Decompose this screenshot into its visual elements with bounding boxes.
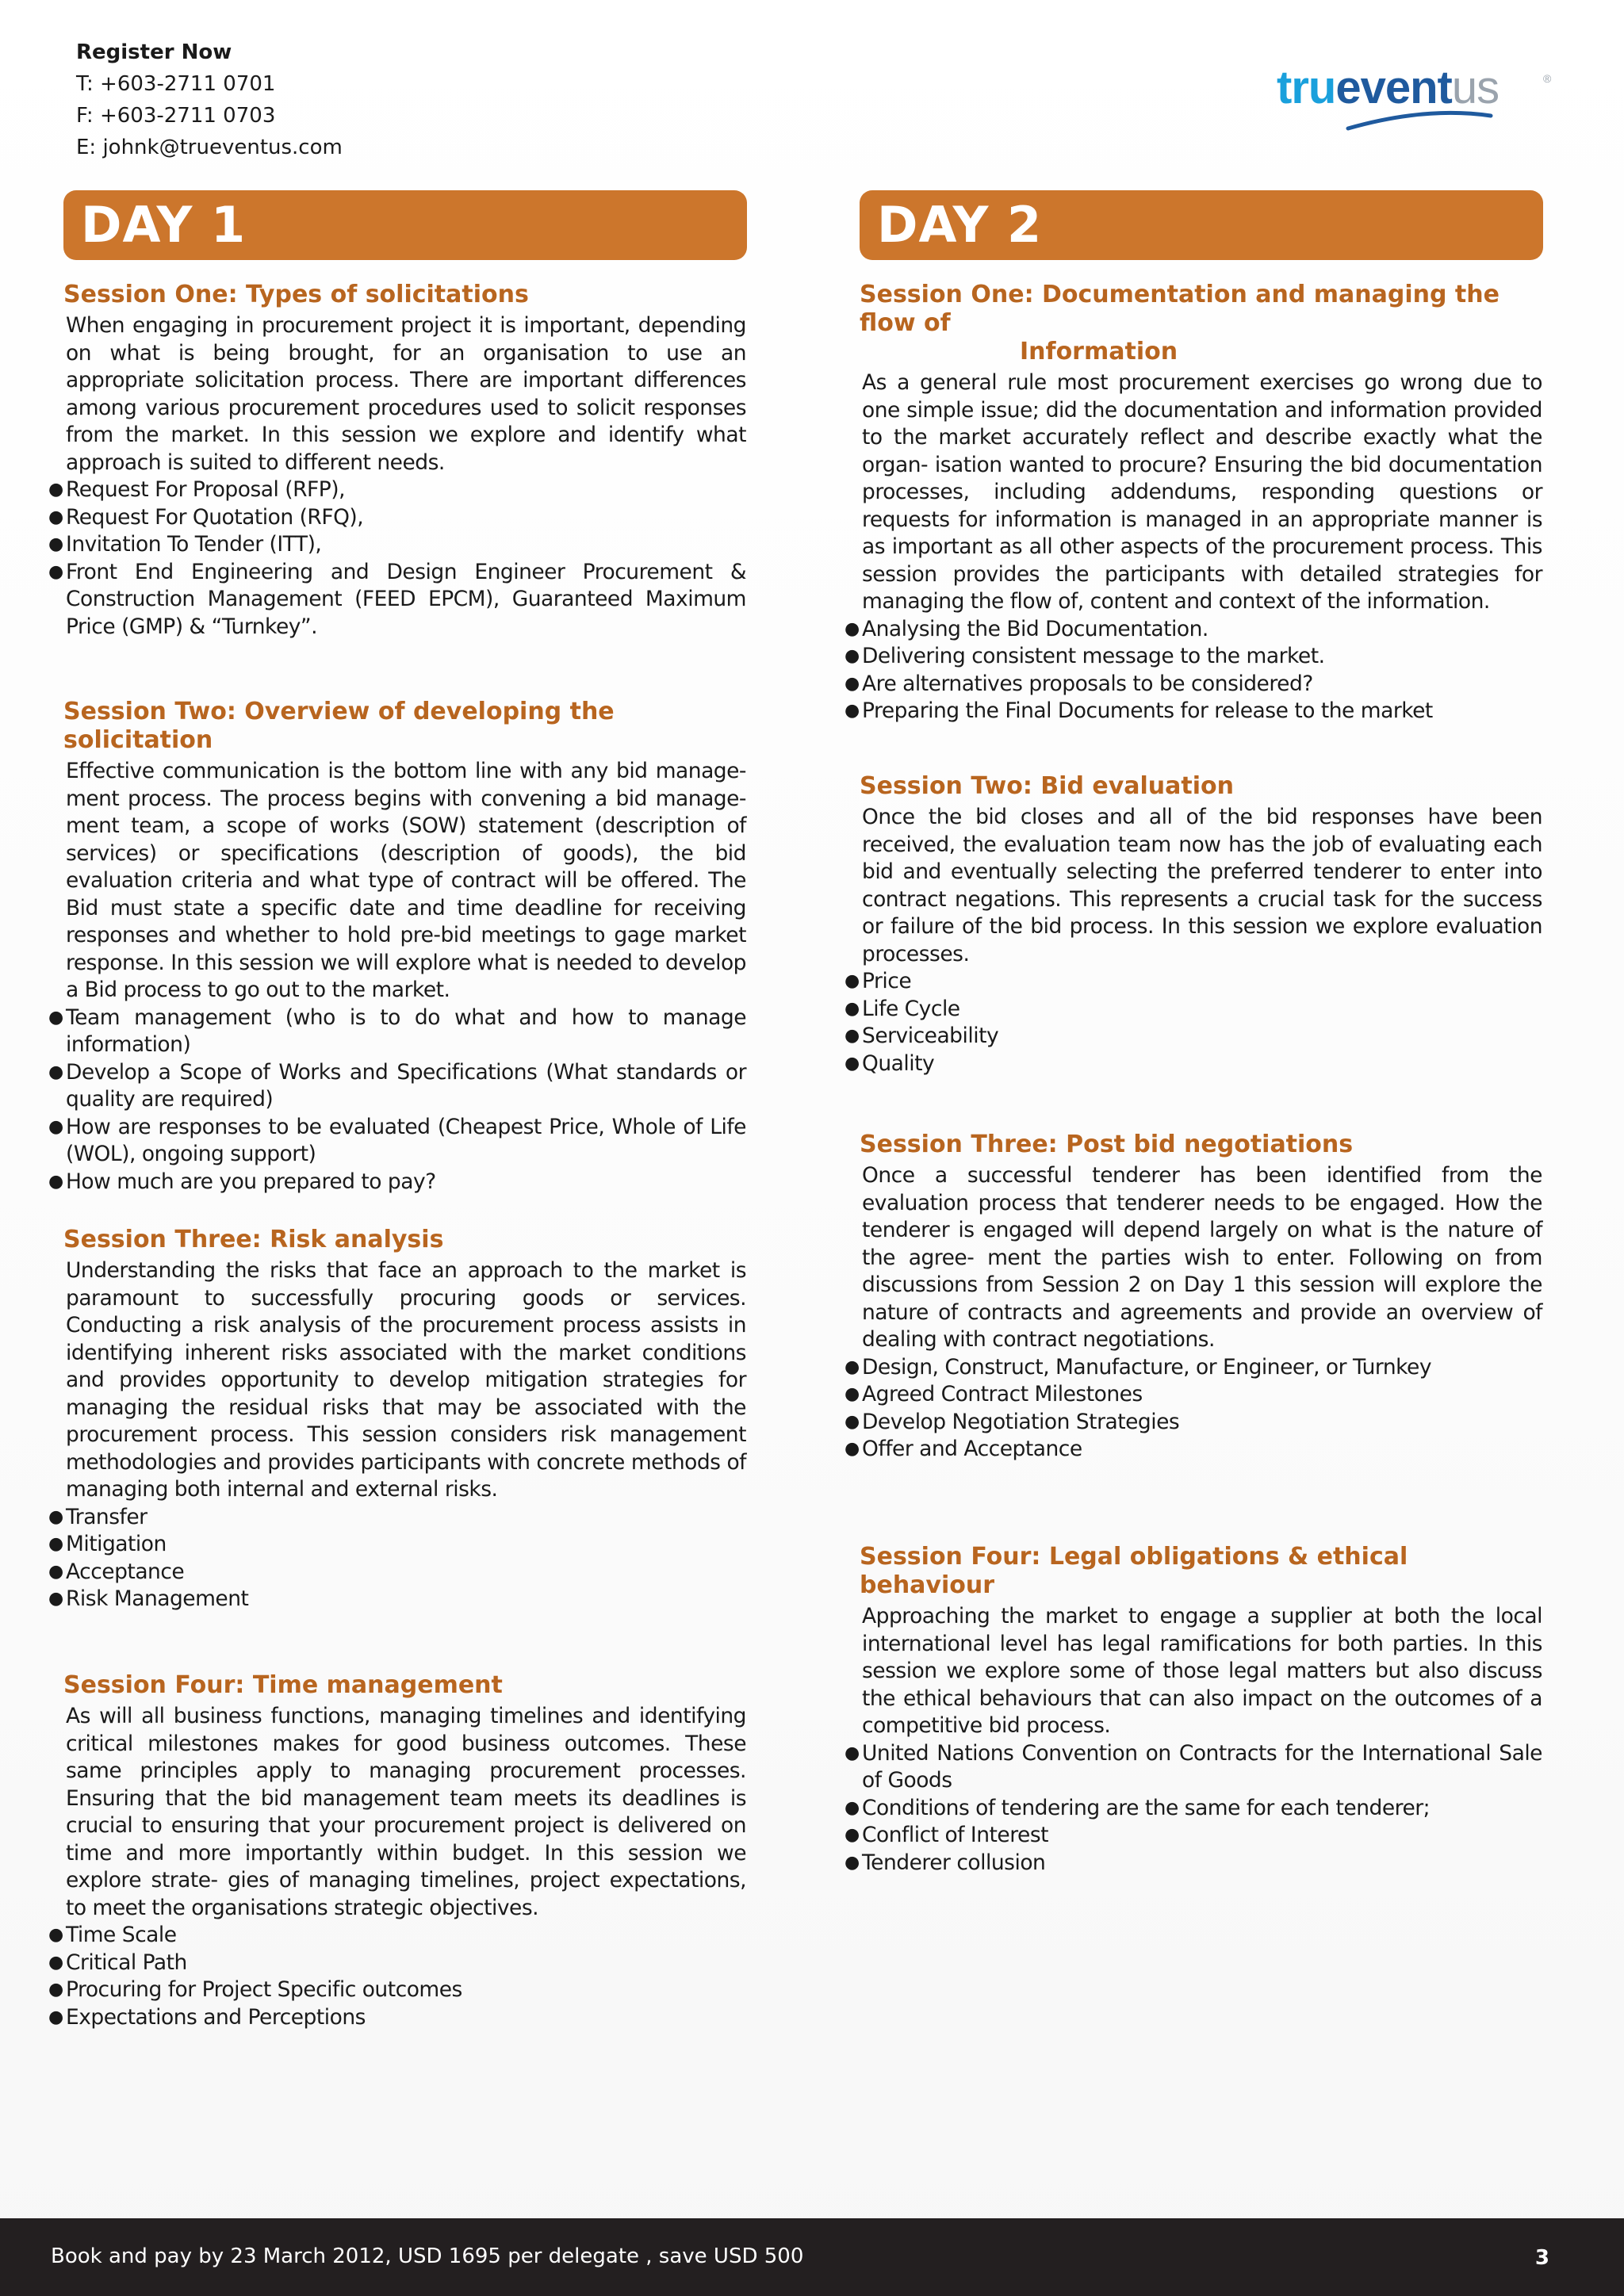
topic-list bbox=[48, 476, 747, 641]
description-line: Once the bid closes and all of the bid responses have been received, bbox=[862, 805, 1542, 857]
topic-text: Expectations and Perceptions bbox=[66, 2004, 366, 2030]
bullet-icon: ● bbox=[48, 1589, 63, 1609]
bullet-icon: ● bbox=[845, 1439, 860, 1459]
session-2 bbox=[845, 772, 1543, 1077]
contact-block bbox=[76, 36, 343, 163]
topic-text: Critical Path bbox=[66, 1950, 187, 1975]
bullet-icon: ● bbox=[845, 1797, 860, 1818]
bullet-icon: ● bbox=[48, 1116, 63, 1137]
session-3 bbox=[845, 1131, 1543, 1464]
description-line: organisations strategic objectives. bbox=[191, 1895, 539, 1920]
session-heading bbox=[63, 281, 747, 309]
topic-text: Team management (who is to do what and how to manage bbox=[66, 1004, 746, 1030]
topic-text: Quality bbox=[862, 1050, 935, 1076]
bullet-icon: ● bbox=[845, 1852, 860, 1873]
description-line: the market accurately reflect and describe exactly what the organ- bbox=[862, 425, 1542, 477]
description-line: This session considers risk management methodologies and bbox=[66, 1422, 746, 1475]
topic-item bbox=[48, 476, 746, 504]
description-line: ensuring that your procurement project is delivered on time and bbox=[66, 1813, 746, 1866]
bullet-icon: ● bbox=[48, 1534, 63, 1554]
topic-text: Delivering consistent message to the market. bbox=[862, 644, 1325, 668]
topic-item bbox=[845, 1850, 1542, 1877]
topic-text: Develop Negotiation Strategies bbox=[862, 1409, 1180, 1434]
description-line: more importantly within budget. In this session we explore strate- bbox=[66, 1840, 746, 1892]
bullet-icon: ● bbox=[845, 1743, 860, 1763]
topic-text: of Goods bbox=[862, 1768, 952, 1793]
trueventus-logo bbox=[1275, 60, 1561, 140]
description-line: In this session we explore and identify what approach is suited to bbox=[66, 423, 746, 475]
topic-text: United Nations Convention on Contracts for the International Sale bbox=[862, 1740, 1542, 1766]
session-heading-text: Session Three: Risk analysis bbox=[63, 1226, 444, 1253]
description-line: ment process. The process begins with convening a bid manage- bbox=[66, 786, 746, 811]
day2-column bbox=[845, 190, 1543, 1875]
bullet-icon: ● bbox=[845, 971, 860, 991]
topic-item bbox=[845, 1740, 1542, 1795]
topic-item bbox=[48, 1504, 746, 1532]
topic-item bbox=[48, 2004, 746, 2032]
description-line: engaged will depend largely on what is the nature of the agree- bbox=[862, 1218, 1542, 1270]
bullet-icon: ● bbox=[845, 646, 860, 666]
description-line: ment team, a scope of works (SOW) statement (description of bbox=[66, 813, 746, 838]
description-line: session we explore some of those legal matters but also discuss the bbox=[862, 1659, 1542, 1711]
description-line: on what is being brought, for an organisation to use an appropriate bbox=[66, 340, 746, 392]
topic-text: Life Cycle bbox=[862, 996, 960, 1021]
bullet-icon: ● bbox=[845, 1384, 860, 1404]
bullet-icon: ● bbox=[48, 1062, 63, 1082]
session-3 bbox=[48, 1226, 747, 1613]
session-heading-text: Session Four: Time management bbox=[63, 1671, 503, 1699]
day2-title-bar: DAY 2 bbox=[860, 190, 1543, 260]
bullet-icon: ● bbox=[48, 561, 63, 582]
description-line: isation wanted to procure? Ensuring the bid documentation bbox=[934, 452, 1542, 477]
description-line: important as all other aspects of the procurement process. This bbox=[891, 534, 1542, 559]
svg-text:trueventus: trueventus bbox=[1277, 62, 1500, 113]
topic-text: Tenderer collusion bbox=[862, 1850, 1046, 1875]
description-line: critical milestones makes for good business outcomes. These same bbox=[66, 1731, 746, 1783]
topic-item bbox=[48, 1586, 746, 1613]
topic-item bbox=[48, 1559, 746, 1586]
topic-list bbox=[48, 1504, 747, 1613]
topic-item bbox=[48, 531, 746, 559]
bullet-icon: ● bbox=[48, 1171, 63, 1192]
bullet-icon: ● bbox=[48, 534, 63, 554]
description-line: Approaching the market to engage a supplier at both the local bbox=[862, 1604, 1542, 1628]
session-description bbox=[862, 369, 1542, 616]
description-line: principles apply to managing procurement processes. Ensuring bbox=[66, 1758, 746, 1811]
description-line: procurement procedures used to solicit responses from the market. bbox=[66, 395, 746, 447]
description-line: negations. This represents a crucial task for the success or failure of bbox=[862, 886, 1542, 939]
topic-text: Mitigation bbox=[66, 1532, 167, 1556]
topic-text: Serviceability bbox=[862, 1024, 999, 1048]
bullet-icon: ● bbox=[845, 673, 860, 694]
topic-text: Conflict of Interest bbox=[862, 1823, 1049, 1847]
topic-item bbox=[48, 1950, 746, 1977]
session-4 bbox=[48, 1671, 747, 2031]
session-heading-text: Session Two: Bid evaluation bbox=[860, 772, 1234, 800]
description-line: solicitation process. There are important differences among various bbox=[66, 368, 746, 420]
footer-bar bbox=[0, 2218, 1624, 2296]
topic-text: Agreed Contract Milestones bbox=[862, 1382, 1143, 1406]
session-heading-text: Session Three: Post bid negotiations bbox=[860, 1131, 1354, 1158]
logo-swoosh bbox=[1348, 113, 1491, 128]
topic-text: Conditions of tendering are the same for each tenderer; bbox=[862, 1795, 1431, 1820]
bullet-icon: ● bbox=[48, 507, 63, 527]
bullet-icon: ● bbox=[48, 1007, 63, 1027]
session-2 bbox=[48, 698, 747, 1196]
topic-list bbox=[845, 616, 1543, 725]
topic-list bbox=[48, 1922, 747, 2031]
topic-text: Are alternatives proposals to be considered? bbox=[862, 671, 1313, 696]
topic-item bbox=[48, 1169, 746, 1196]
topic-item bbox=[845, 1050, 1542, 1078]
description-line: simple issue; did the documentation and information provided to bbox=[862, 397, 1542, 450]
svg-text:®: ® bbox=[1543, 72, 1552, 85]
description-line: eventually selecting the preferred tenderer to enter into contract bbox=[862, 859, 1542, 912]
trueventus-logo-graphic bbox=[1275, 60, 1561, 140]
description-line: ment the parties wish to enter. Following on from discussions from bbox=[862, 1245, 1542, 1297]
topic-text: Transfer bbox=[66, 1504, 147, 1529]
session-4 bbox=[845, 1543, 1543, 1877]
topic-item bbox=[845, 968, 1542, 996]
description-line: gies of managing timelines, project expectations, to meet the bbox=[66, 1868, 746, 1920]
topic-text: How much are you prepared to pay? bbox=[66, 1169, 436, 1194]
description-line: whether to hold pre-bid meetings to gage market response. In this bbox=[66, 923, 746, 975]
topic-item bbox=[48, 559, 746, 641]
topic-item bbox=[845, 996, 1542, 1024]
topic-text: information) bbox=[66, 1032, 191, 1057]
topic-text: How are responses to be evaluated (Cheapest Price, Whole of Life bbox=[66, 1114, 746, 1139]
topic-text: Develop a Scope of Works and Specifications (What standards or bbox=[66, 1059, 746, 1085]
description-line: requests for information is managed in an appropriate manner is as bbox=[862, 507, 1542, 559]
topic-item bbox=[48, 1004, 746, 1059]
bullet-icon: ● bbox=[845, 618, 860, 639]
description-line: processes, including addendums, responding questions or bbox=[862, 480, 1542, 504]
email-address: E: johnk@trueventus.com bbox=[76, 136, 343, 159]
description-line: When engaging in procurement project it is important, depending bbox=[66, 313, 746, 338]
bullet-icon: ● bbox=[845, 1411, 860, 1432]
description-line: ethical behaviours that can also impact on the outcomes of a bbox=[903, 1686, 1542, 1711]
topic-item bbox=[48, 504, 746, 532]
bullet-icon: ● bbox=[845, 1825, 860, 1845]
session-heading-text: Session One: Types of solicitations bbox=[63, 281, 529, 308]
session-description bbox=[66, 1257, 746, 1504]
session-description bbox=[862, 1162, 1542, 1354]
session-heading bbox=[860, 1543, 1543, 1600]
session-1 bbox=[845, 281, 1543, 725]
description-line: Once a successful tenderer has been identified from the evaluation bbox=[862, 1163, 1542, 1215]
session-heading bbox=[63, 1671, 747, 1700]
bullet-icon: ● bbox=[845, 1357, 860, 1377]
topic-item bbox=[845, 1409, 1542, 1437]
bullet-icon: ● bbox=[48, 1952, 63, 1973]
bullet-icon: ● bbox=[48, 480, 63, 499]
description-line: paramount to successfully procuring goods or services. Conducting bbox=[66, 1285, 746, 1337]
description-line: Understanding the risks that face an approach to the market is bbox=[66, 1258, 746, 1283]
session-description bbox=[862, 1603, 1542, 1740]
description-line: Session 2 on Day 1 this session will explore the nature of contracts bbox=[862, 1272, 1542, 1325]
topic-text: Invitation To Tender (ITT), bbox=[66, 532, 322, 557]
bullet-icon: ● bbox=[845, 1053, 860, 1073]
topic-text: Analysing the Bid Documentation. bbox=[862, 616, 1208, 641]
topic-item bbox=[845, 698, 1542, 725]
topic-text: Risk Management bbox=[66, 1586, 249, 1611]
bullet-icon: ● bbox=[48, 2007, 63, 2027]
bullet-icon: ● bbox=[845, 701, 860, 721]
description-line: the bid process. In this session we explore evaluation processes. bbox=[862, 914, 1542, 966]
topic-item bbox=[845, 1354, 1542, 1382]
bullet-icon: ● bbox=[48, 1980, 63, 1999]
description-line: session we will explore what is needed to develop a Bid process to bbox=[66, 950, 746, 1002]
description-line: and agreements and provide an overview of dealing with contract bbox=[862, 1299, 1542, 1352]
description-line: As a general rule most procurement exercises go wrong due to one bbox=[862, 370, 1542, 423]
topic-list bbox=[48, 1004, 747, 1196]
topic-item bbox=[845, 643, 1542, 671]
day1-title-bar: DAY 1 bbox=[63, 190, 747, 260]
description-line: a risk analysis of the procurement process assists in identifying bbox=[66, 1313, 746, 1365]
booking-offer-text: Book and pay by 23 March 2012, USD 1695 per delegate , save USD 500 bbox=[51, 2244, 804, 2268]
bullet-icon: ● bbox=[48, 1561, 63, 1582]
description-line: inherent risks associated with the market conditions and provides bbox=[66, 1340, 746, 1392]
phone-number: T: +603-2711 0701 bbox=[76, 72, 276, 96]
description-line: As will all business functions, managing timelines and identifying bbox=[66, 1704, 746, 1728]
description-line: a specific date and time deadline for receiving responses and bbox=[66, 895, 746, 947]
description-line: the evaluation team now has the job of evaluating each bid and bbox=[862, 832, 1542, 884]
description-line: process that tenderer needs to be engaged. How the tenderer is bbox=[862, 1190, 1542, 1242]
description-line: managing the flow of, content and context of the information. bbox=[862, 589, 1490, 614]
page-number: 3 bbox=[1534, 2246, 1549, 2270]
session-heading bbox=[63, 698, 747, 755]
fax-number: F: +603-2711 0703 bbox=[76, 104, 276, 128]
topic-text: Design, Construct, Manufacture, or Engineer, or Turnkey bbox=[862, 1354, 1432, 1380]
description-line: provides participants with concrete methods of managing both bbox=[66, 1449, 746, 1502]
topic-text: Request For Quotation (RFQ), bbox=[66, 504, 364, 530]
topic-list bbox=[845, 968, 1543, 1077]
topic-text: Procuring for Project Specific outcomes bbox=[66, 1977, 462, 2002]
topic-text: Time Scale bbox=[66, 1923, 177, 1947]
session-heading bbox=[860, 772, 1543, 801]
session-description bbox=[66, 1703, 746, 1922]
session-heading-text: Session One: Documentation and managing the flow of bbox=[860, 281, 1500, 337]
description-line: international level has legal ramifications for both parties. In this bbox=[862, 1631, 1542, 1656]
session-heading-text: Session Two: Overview of developing the solicitation bbox=[63, 698, 615, 754]
session-heading bbox=[860, 1131, 1543, 1159]
topic-item bbox=[48, 1059, 746, 1114]
register-now-heading: Register Now bbox=[76, 40, 232, 64]
topic-item bbox=[48, 1922, 746, 1950]
topic-item bbox=[845, 1023, 1542, 1050]
topic-text: Offer and Acceptance bbox=[862, 1437, 1082, 1461]
topic-item bbox=[845, 1436, 1542, 1464]
topic-text: Price (GMP) & “Turnkey”. bbox=[66, 614, 318, 639]
topic-text: Request For Proposal (RFP), bbox=[66, 477, 346, 502]
topic-item bbox=[48, 1976, 746, 2004]
topic-text: quality are required) bbox=[66, 1087, 274, 1112]
topic-item bbox=[845, 1381, 1542, 1409]
topic-text: Front End Engineering and Design Engineer Procurement & bbox=[66, 559, 746, 584]
description-line: session provides the participants with detailed strategies for bbox=[862, 561, 1542, 587]
topic-item bbox=[48, 1531, 746, 1559]
topic-list bbox=[845, 1740, 1543, 1877]
description-line: competitive bid process. bbox=[862, 1713, 1111, 1738]
topic-text: Acceptance bbox=[66, 1559, 185, 1584]
description-line: negotiations. bbox=[1082, 1327, 1215, 1352]
session-description bbox=[66, 312, 746, 476]
session-heading bbox=[860, 281, 1543, 366]
topic-item bbox=[845, 1822, 1542, 1850]
description-line: go out to the market. bbox=[234, 978, 450, 1002]
topic-item bbox=[845, 1795, 1542, 1823]
topic-list bbox=[845, 1354, 1543, 1464]
session-heading bbox=[63, 1226, 747, 1254]
session-heading-continued: Information bbox=[1020, 338, 1178, 365]
description-line: services) or specifications (description of goods), the bid evaluation bbox=[66, 840, 746, 893]
session-description bbox=[66, 758, 746, 1004]
description-line: Effective communication is the bottom line with any bid manage- bbox=[66, 759, 746, 783]
bullet-icon: ● bbox=[845, 998, 860, 1019]
session-1 bbox=[48, 281, 747, 641]
day1-column bbox=[48, 190, 747, 2030]
description-line: opportunity to develop mitigation strategies for managing the bbox=[66, 1368, 746, 1420]
description-line: that the bid management team meets its deadlines is crucial to bbox=[66, 1785, 746, 1838]
topic-text: (WOL), ongoing support) bbox=[66, 1142, 316, 1166]
description-line: internal and external risks. bbox=[226, 1477, 498, 1502]
topic-item bbox=[845, 671, 1542, 698]
bullet-icon: ● bbox=[48, 1506, 63, 1527]
session-description bbox=[862, 804, 1542, 968]
session-heading-text: Session Four: Legal obligations & ethical behaviour bbox=[860, 1543, 1408, 1599]
topic-item bbox=[48, 1114, 746, 1169]
topic-text: Preparing the Final Documents for release to the market bbox=[862, 698, 1433, 723]
description-line: different needs. bbox=[284, 450, 445, 475]
topic-text: Price bbox=[862, 969, 912, 993]
description-line: criteria and what type of contract will be offered. The Bid must state bbox=[66, 868, 746, 920]
bullet-icon: ● bbox=[845, 1026, 860, 1046]
description-line: residual risks that may be associated with the procurement process. bbox=[66, 1395, 746, 1447]
bullet-icon: ● bbox=[48, 1925, 63, 1945]
topic-text: Construction Management (FEED EPCM), Guaranteed Maximum bbox=[66, 587, 746, 611]
topic-item bbox=[845, 616, 1542, 644]
